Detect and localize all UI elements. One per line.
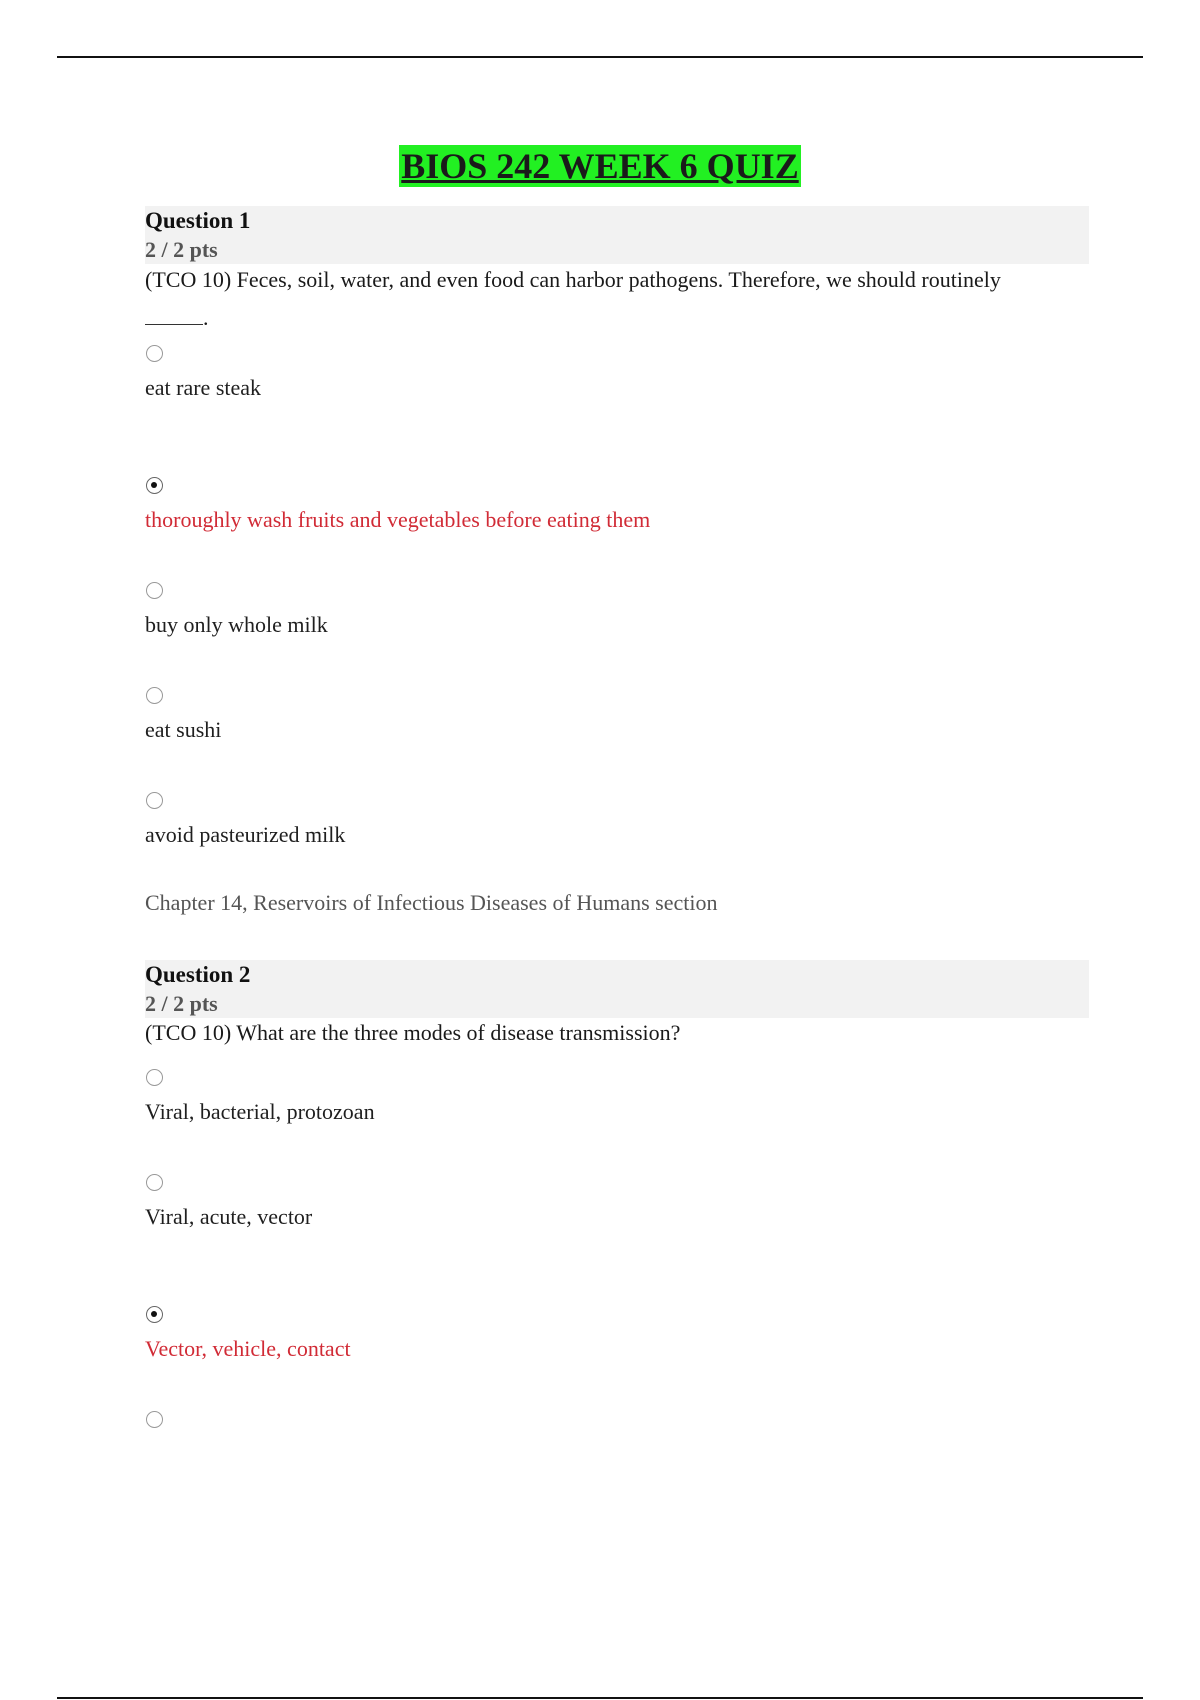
bottom-rule	[57, 1697, 1143, 1699]
q1-option-2-radio[interactable]	[146, 477, 163, 494]
q1-option-5-label: avoid pasteurized milk	[145, 822, 346, 847]
q2-option-1-label: Viral, bacterial, protozoan	[145, 1099, 375, 1124]
question-1-points: 2 / 2 pts	[145, 237, 218, 262]
q2-option-2-label: Viral, acute, vector	[145, 1204, 313, 1229]
question-2-prompt: (TCO 10) What are the three modes of disease transmission?	[145, 1020, 681, 1045]
answer-blank	[145, 304, 203, 325]
q1-option-1-radio[interactable]	[146, 345, 163, 362]
question-2-points: 2 / 2 pts	[145, 991, 218, 1016]
q2-option-3-radio[interactable]	[146, 1306, 163, 1323]
q1-option-4-label: eat sushi	[145, 717, 222, 742]
prompt-tail: .	[203, 305, 209, 330]
page-title: BIOS 242 WEEK 6 QUIZ	[401, 146, 799, 186]
q1-option-1-label: eat rare steak	[145, 375, 262, 400]
q1-reference: Chapter 14, Reservoirs of Infectious Diseases of Humans section	[145, 890, 718, 915]
q2-option-1-radio[interactable]	[146, 1069, 163, 1086]
top-rule	[57, 56, 1143, 58]
q1-option-5-radio[interactable]	[146, 792, 163, 809]
q2-option-4-radio[interactable]	[146, 1411, 163, 1428]
question-2-header	[145, 960, 1089, 1018]
q1-option-4-radio[interactable]	[146, 687, 163, 704]
question-1-title: Question 1	[145, 208, 251, 233]
q1-option-3-label: buy only whole milk	[145, 612, 328, 637]
q1-option-2-label: thoroughly wash fruits and vegetables before eating them	[145, 507, 651, 532]
question-2-title: Question 2	[145, 962, 251, 987]
q1-option-3-radio[interactable]	[146, 582, 163, 599]
question-1-header	[145, 206, 1089, 264]
question-1-prompt: (TCO 10) Feces, soil, water, and even food can harbor pathogens. Therefore, we should routinely	[145, 267, 1001, 292]
q2-option-2-radio[interactable]	[146, 1174, 163, 1191]
q2-option-3-label: Vector, vehicle, contact	[145, 1336, 351, 1361]
question-1-prompt-block	[145, 261, 1095, 337]
title-container	[0, 145, 1200, 187]
